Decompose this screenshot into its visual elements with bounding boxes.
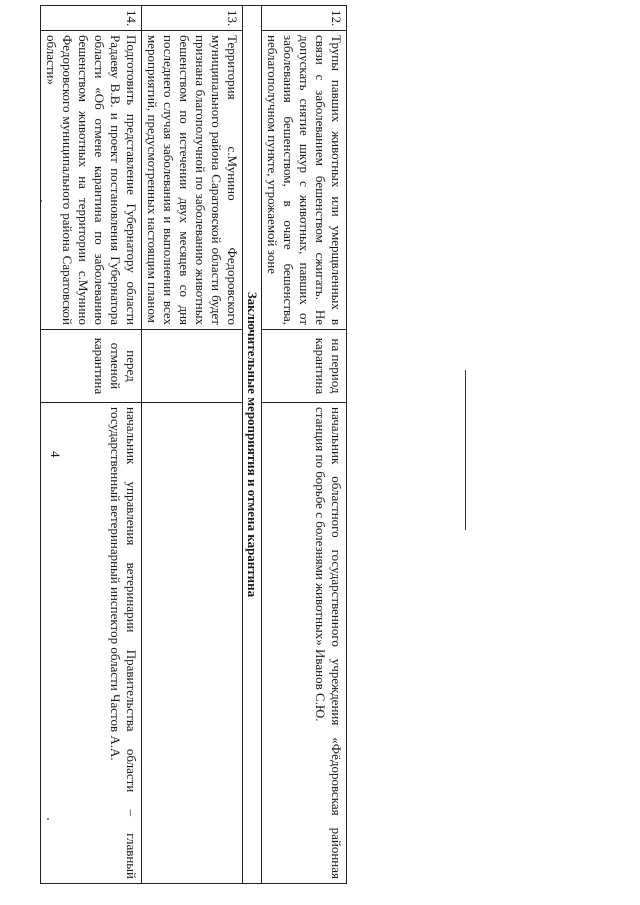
table-row bbox=[262, 6, 347, 884]
row-number: 14. bbox=[41, 6, 142, 31]
responsible-cell bbox=[142, 403, 243, 884]
row-number: 12. bbox=[262, 6, 347, 31]
page-number: 4 bbox=[48, 451, 63, 458]
section-row bbox=[243, 6, 262, 884]
term-cell: перед отменой карантина bbox=[41, 330, 142, 403]
table-row bbox=[41, 6, 142, 884]
event-cell: Территория с.Мунино Федоровского муниципального района Саратовской области будет признана благополучной по заболеванию животных бешенством по истечении двух месяцев со дня последнего случая заболевания и выполнении всех мероприятий, предусмотренных настоящим планом bbox=[142, 31, 243, 330]
term-cell bbox=[142, 330, 243, 403]
signature-line bbox=[465, 370, 466, 530]
section-title: Заключительные мероприятия и отмена карантина bbox=[243, 6, 262, 884]
event-cell: Трупы павших животных или умерщвленных в связи с заболеванием бешенством сжигать. Не допускать снятие шкур с животных, павших от заболевания бешенством, в очаге бешенства, неблагополучном пункте, угрожаемой зоне bbox=[262, 31, 347, 330]
responsible-cell: начальник областного государственного учреждения «Фёдоровская районная станция по борьбе с болезнями животных» Иванов С.Ю. bbox=[262, 403, 347, 884]
plan-table bbox=[40, 5, 347, 884]
rotated-document bbox=[44, 0, 367, 905]
row-number: 13. bbox=[142, 6, 243, 31]
event-cell: Подготовить представление Губернатору области Радаеву В.В. и проект постановления Губернатора области «Об отмене карантина по заболеванию бешенством животных на территории с.Мунино Федоровского муниципального района Саратовской области» bbox=[41, 31, 142, 330]
term-cell: на период карантина bbox=[262, 330, 347, 403]
responsible-cell: начальник управления ветеринарии Правительства области – главный государственный ветеринарный инспектор области Частов А.А. bbox=[41, 403, 142, 884]
table-row bbox=[142, 6, 243, 884]
